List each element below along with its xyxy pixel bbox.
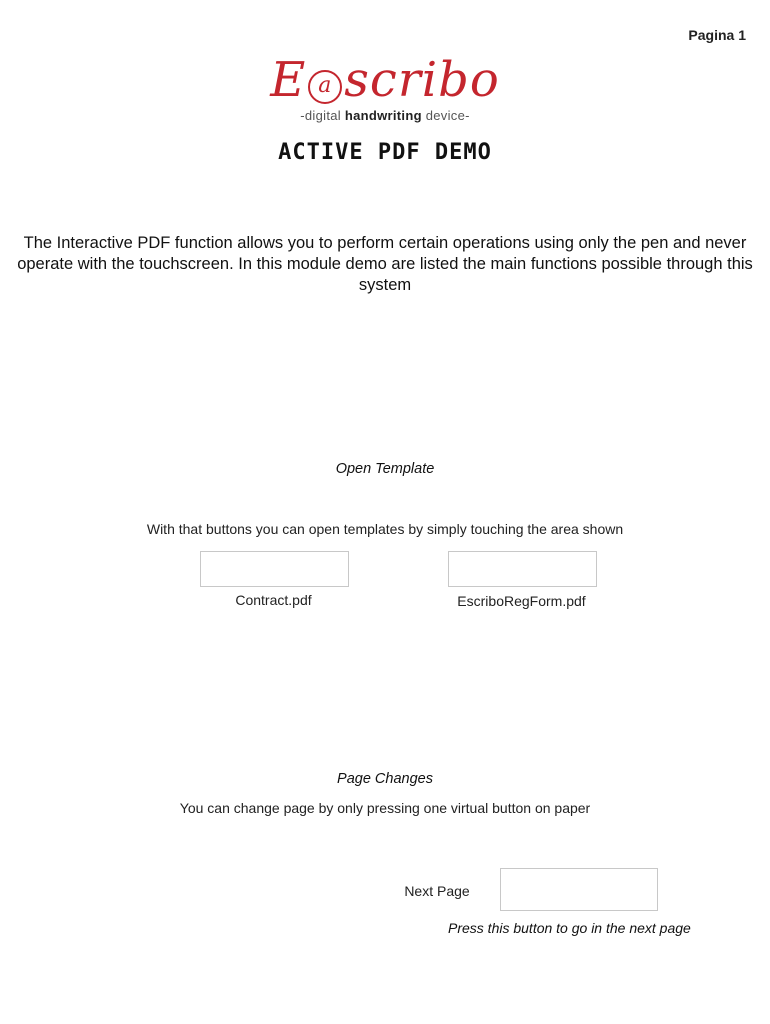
- logo-at-icon: a: [308, 70, 342, 104]
- logo-tagline: [0, 108, 770, 123]
- open-template-description: With that buttons you can open templates by simply touching the area shown: [146, 521, 624, 537]
- logo-tagline-end: device-: [421, 108, 470, 123]
- page-changes-description: You can change page by only pressing one virtual button on paper: [179, 800, 591, 816]
- logo-wordmark: [270, 54, 499, 106]
- logo-tagline-start: -digital: [300, 108, 345, 123]
- document-title: ACTIVE PDF DEMO: [278, 140, 492, 165]
- next-page-button[interactable]: [500, 868, 658, 911]
- logo-word-end: scribo: [344, 52, 500, 108]
- contract-pdf-button[interactable]: [200, 551, 349, 587]
- next-page-label: Next Page: [404, 883, 470, 899]
- escriboregform-pdf-button[interactable]: [448, 551, 597, 587]
- open-template-heading: Open Template: [335, 461, 435, 477]
- contract-pdf-label: Contract.pdf: [235, 592, 312, 608]
- escribo-logo: [0, 54, 770, 123]
- escriboregform-pdf-label: EscriboRegForm.pdf: [457, 593, 586, 609]
- page-changes-heading: Page Changes: [337, 771, 433, 787]
- logo-tagline-bold: handwriting: [344, 108, 422, 123]
- next-page-hint: Press this button to go in the next page: [448, 920, 691, 936]
- intro-paragraph: The Interactive PDF function allows you to perform certain operations using only the pen and never operate with the touchscreen. In this module demo are listed the main functions possible through this system: [17, 234, 753, 294]
- logo-letter-e: E: [270, 52, 307, 108]
- page-number: Pagina 1: [688, 27, 746, 43]
